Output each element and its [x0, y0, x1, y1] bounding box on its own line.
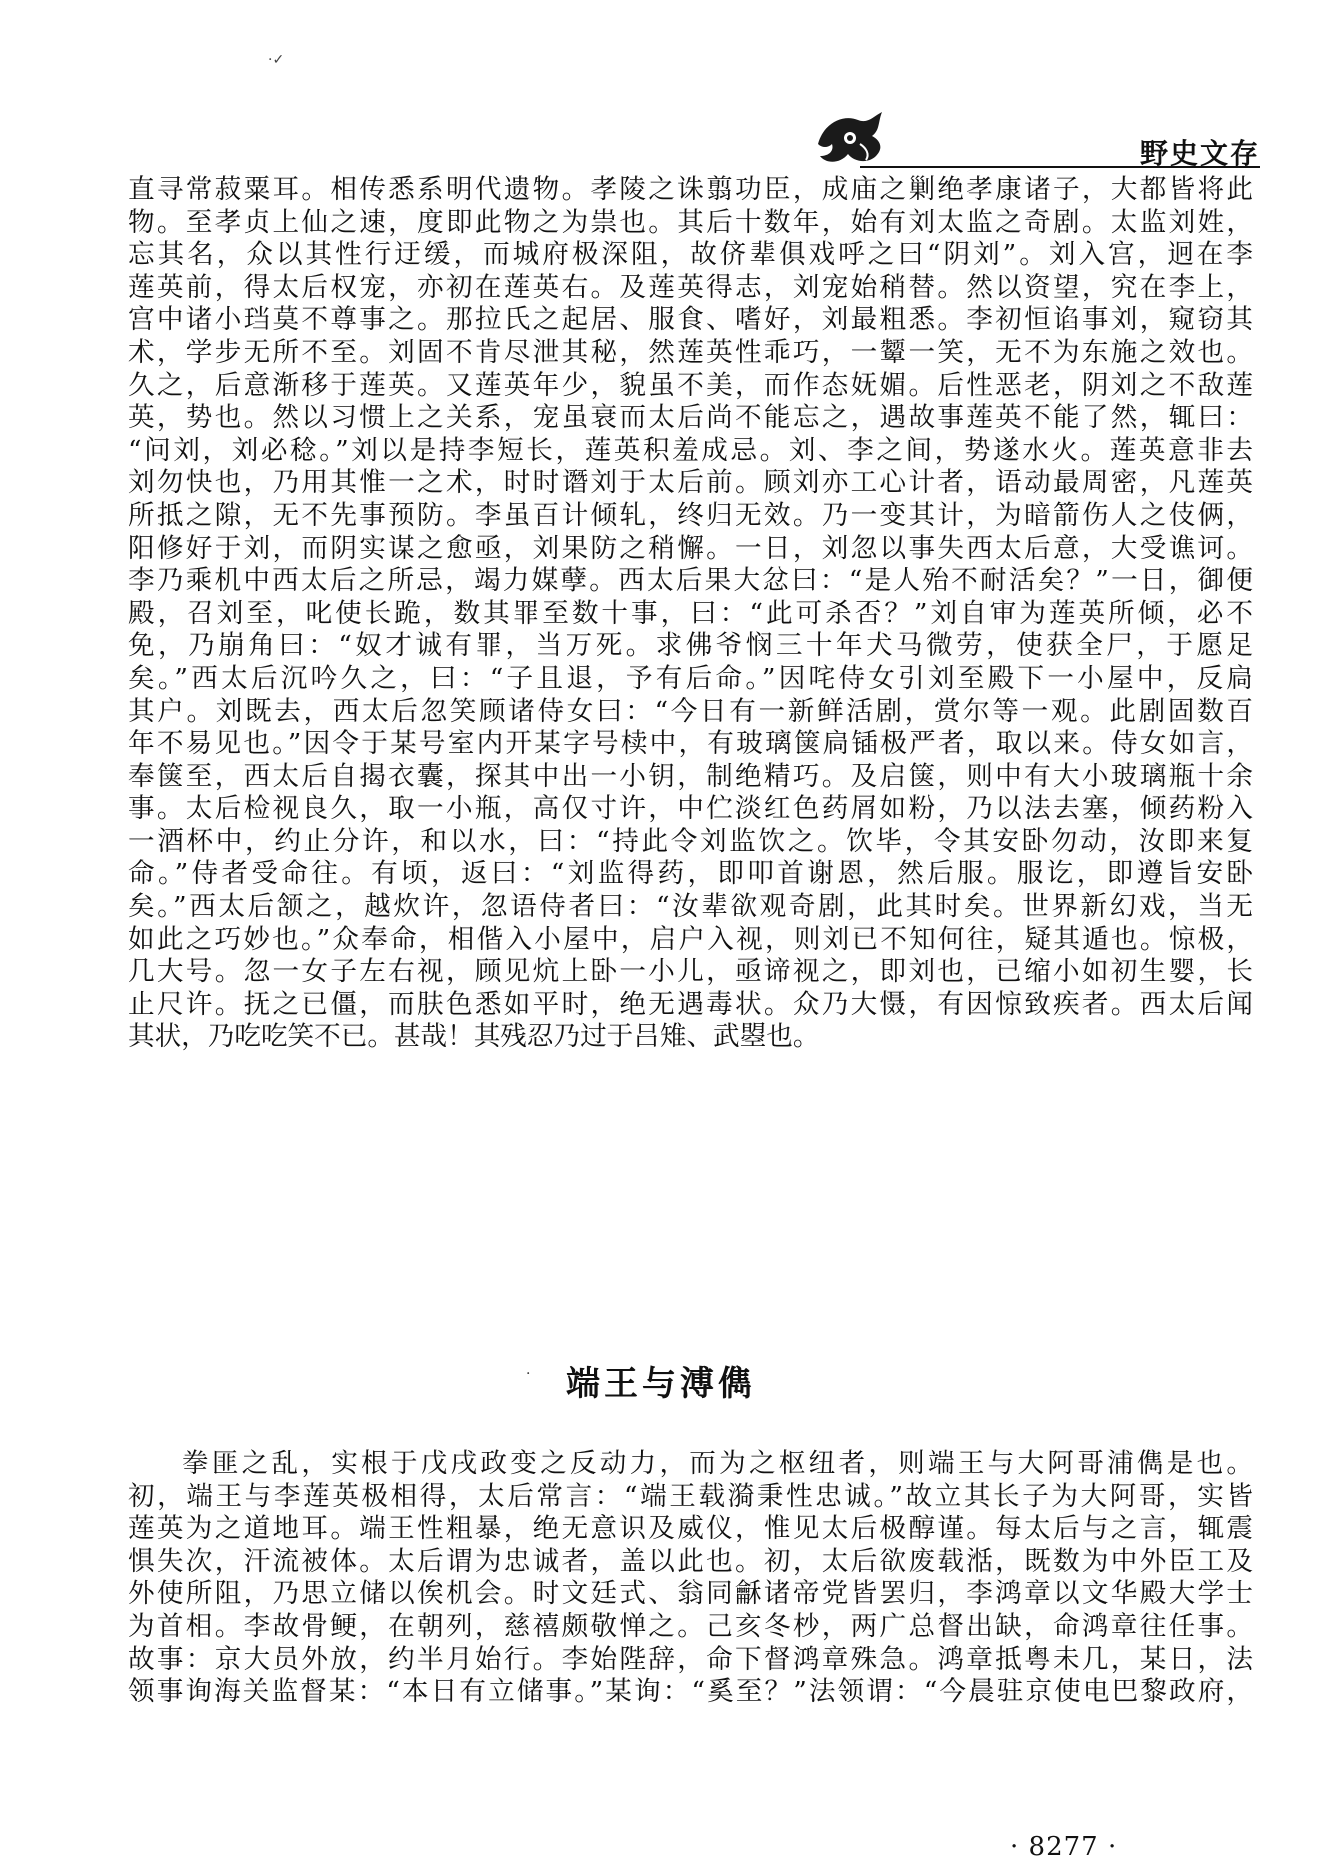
text-line: 一酒杯中，约止分许，和以水，曰：“持此令刘监饮之。饮毕，令其安卧勿动，汝即来复 [128, 825, 1253, 857]
text-line: 奉箧至，西太后自揭衣囊，探其中出一小钥，制绝精巧。及启箧，则中有大小玻璃瓶十余 [128, 760, 1253, 792]
text-line: 刘勿快也，乃用其惟一之术，时时谮刘于太后前。顾刘亦工心计者，语动最周密，凡莲英 [128, 467, 1253, 499]
text-line: 所抵之隙，无不先事预防。李虽百计倾轧，终归无效。乃一变其计，为暗箭伤人之伎俩， [128, 499, 1253, 531]
text-line: 止尺许。抚之已僵，而肤色悉如平时，绝无遇毒状。众乃大慑，有因惊致疾者。西太后闻 [128, 988, 1253, 1020]
title-dot: · [526, 1366, 531, 1382]
text-line: 拳匪之乱，实根于戊戌政变之反动力，而为之枢纽者，则端王与大阿哥浦儁是也。 [182, 1448, 1253, 1479]
text-line: 故事：京大员外放，约半月始行。李始陛辞，命下督鸿章殊急。鸿章抵粤未几，某日，法 [128, 1643, 1253, 1675]
text-line: 阳修好于刘，而阴实谋之愈亟，刘果防之稍懈。一日，刘忽以事失西太后意，大受谯诃。 [128, 532, 1253, 564]
text-line: 外使所阻，乃思立储以俟机会。时文廷式、翁同龢诸帝党皆罢归，李鸿章以文华殿大学士 [128, 1578, 1253, 1610]
text-line: 久之，后意渐移于莲英。又莲英年少，貌虽不美，而作态妩媚。后性恶老，阴刘之不敌莲 [128, 369, 1253, 401]
text-line: 命。”侍者受命往。有顷，返曰：“刘监得药，即叩首谢恩，然后服。服讫，即遵旨安卧 [128, 858, 1253, 890]
text-line: 领事询海关监督某：“本日有立储事。”某询：“奚至？”法领谓：“今晨驻京使电巴黎政府， [128, 1676, 1253, 1708]
text-line: 莲英为之道地耳。端王性粗暴，绝无意识及威仪，惟见太后极醇谨。每太后与之言，辄震 [128, 1513, 1253, 1545]
text-line: 术，学步无所不至。刘固不肯尽泄其秘，然莲英性乖巧，一颦一笑，无不为东施之效也。 [128, 336, 1253, 368]
text-line: 殿，召刘至，叱使长跪，数其罪至数十事，曰：“此可杀否？”刘自审为莲英所倾，必不 [128, 597, 1253, 629]
text-line: 事。太后检视良久，取一小瓶，高仅寸许，中伫淡红色药屑如粉，乃以法去塞，倾药粉入 [128, 793, 1253, 825]
text-line: 忘其名，众以其性行迂缓，而城府极深阻，故侪辈俱戏呼之曰“阴刘”。刘入宫，迥在李 [128, 239, 1253, 271]
text-line: 物。至孝贞上仙之速，度即此物之为祟也。其后十数年，始有刘太监之奇剧。太监刘姓， [128, 206, 1253, 238]
text-line: 年不易见也。”因令于某号室内开某字号椟中，有玻璃箧扃锸极严者，取以来。侍女如言， [128, 728, 1253, 760]
scan-speck: ·✓ [268, 52, 285, 68]
header-rule [860, 166, 1260, 168]
text-line: 矣。”西太后沉吟久之，曰：“子且退，予有后命。”因咤侍女引刘至殿下一小屋中，反扃 [128, 662, 1253, 694]
page-number: · 8277 · [1010, 1832, 1118, 1862]
text-line: 宫中诸小珰莫不尊事之。那拉氏之起居、服食、嗜好，刘最粗悉。李初恒谄事刘，窥窃其 [128, 304, 1253, 336]
text-line: “问刘，刘必稔。”刘以是持李短长，莲英积羞成忌。刘、李之间，势遂水火。莲英意非去 [128, 434, 1253, 466]
text-line: 初，端王与李莲英极相得，太后常言：“端王载漪秉性忠诚。”故立其长子为大阿哥，实皆 [128, 1480, 1253, 1512]
text-line: 免，乃崩角曰：“奴才诚有罪，当万死。求佛爷悯三十年犬马微劳，使获全尸，于愿足 [128, 630, 1253, 662]
text-line: 如此之巧妙也。”众奉命，相偕入小屋中，启户入视，则刘已不知何往，疑其遁也。惊极， [128, 923, 1253, 955]
text-line: 英，势也。然以习惯上之关系，宠虽衰而太后尚不能忘之，遇故事莲英不能了然，辄曰： [128, 402, 1253, 434]
section-title: 端王与溥儁 [566, 1364, 756, 1404]
article-body [128, 174, 1253, 1054]
text-line: 几大号。忽一女子左右视，顾见炕上卧一小儿，亟谛视之，即刘也，已缩小如初生婴，长 [128, 956, 1253, 988]
text-line: 矣。”西太后颔之，越炊许，忽语侍者曰：“汝辈欲观奇剧，此其时矣。世界新幻戏，当无 [128, 891, 1253, 923]
text-line: 惧失次，汗流被体。太后谓为忠诚者，盖以此也。初，太后欲废载湉，既数为中外臣工及 [128, 1545, 1253, 1577]
text-line: 其户。刘既去，西太后忽笑顾诸侍女曰：“今日有一新鲜活剧，赏尔等一观。此剧固数百 [128, 695, 1253, 727]
text-line: 直寻常菽粟耳。相传悉系明代遗物。孝陵之诛翦功臣，成庙之剿绝孝康诸子，大都皆将此 [128, 174, 1253, 205]
text-line: 其状，乃吃吃笑不已。甚哉！其残忍乃过于吕雉、武曌也。 [128, 1021, 820, 1053]
text-line: 李乃乘机中西太后之所忌，竭力媒孽。西太后果大忿曰：“是人殆不耐活矣？”一日，御便 [128, 565, 1253, 597]
text-line: 为首相。李故骨鲠，在朝列，慈禧颇敬惮之。己亥冬杪，两广总督出缺，命鸿章往任事。 [128, 1610, 1253, 1642]
header-title: 野史文存 [1140, 137, 1261, 170]
text-line: 莲英前，得太后权宠，亦初在莲英右。及莲英得志，刘宠始稍替。然以资望，究在李上， [128, 271, 1253, 303]
article-body-2 [128, 1448, 1253, 1709]
